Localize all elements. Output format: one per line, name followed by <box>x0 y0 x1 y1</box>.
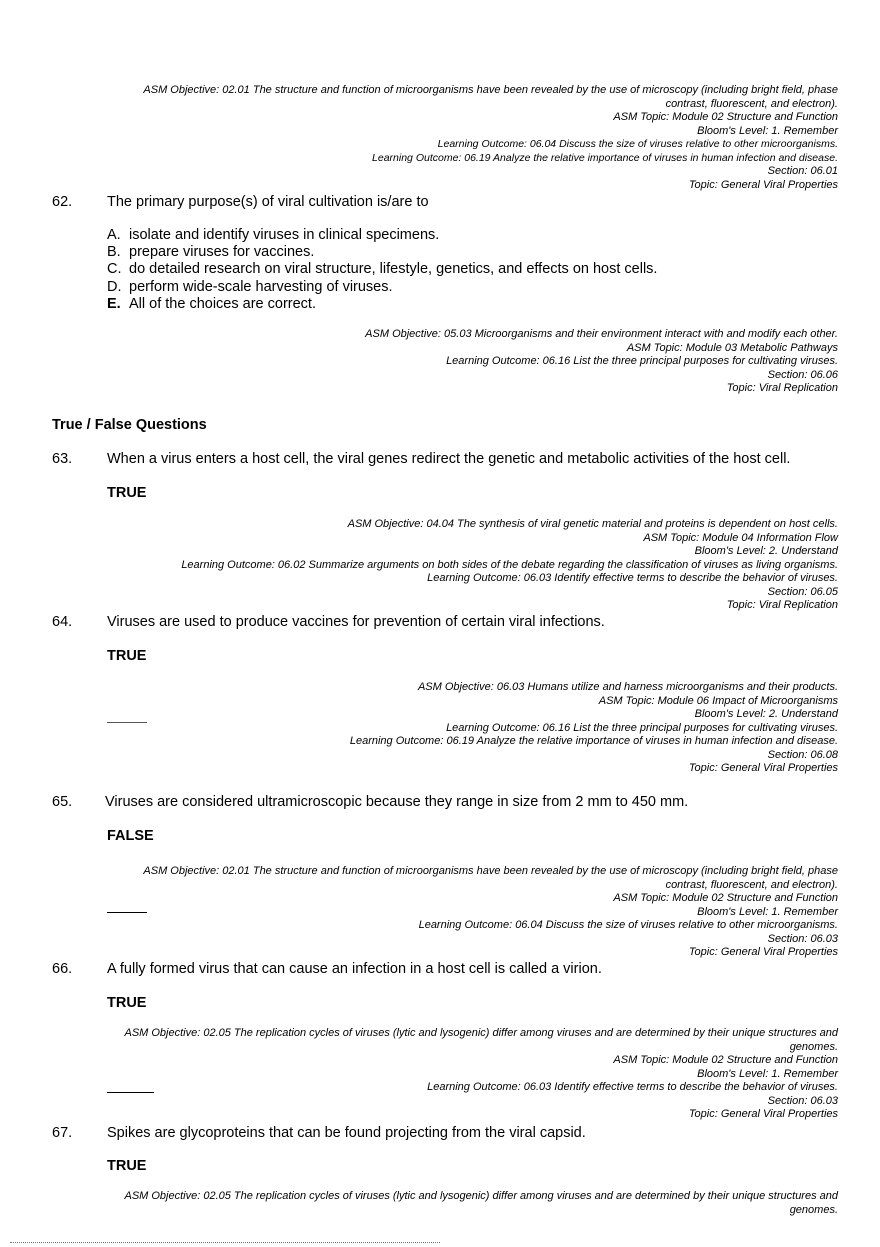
question-66-metadata <box>124 1027 838 1122</box>
metadata-line: ASM Topic: Module 03 Metabolic Pathways <box>626 341 838 354</box>
metadata-line: Learning Outcome: 06.19 Analyze the relative importance of viruses in human infection and disease. <box>349 735 838 747</box>
metadata-line: ASM Objective: 02.01 The structure and function of microorganisms have been revealed by the use of microscopy (including bright field, phase <box>143 865 838 877</box>
question-number: 62. <box>52 194 73 210</box>
answer-options <box>107 227 657 313</box>
footer-divider <box>10 1242 440 1243</box>
option-a: A. isolate and identify viruses in clinical specimens. <box>107 227 440 243</box>
metadata-line: ASM Topic: Module 02 Structure and Function <box>613 1054 838 1066</box>
metadata-line: contrast, fluorescent, and electron). <box>665 878 838 891</box>
question-64-metadata <box>350 681 838 776</box>
metadata-line: Learning Outcome: 06.03 Identify effective terms to describe the behavior of viruses. <box>427 572 838 584</box>
question-number: 67. <box>52 1125 73 1141</box>
question-number: 64. <box>52 614 73 630</box>
metadata-line: ASM Objective: 06.03 Humans utilize and harness microorganisms and their products. <box>417 681 838 693</box>
metadata-line: ASM Objective: 02.05 The replication cycles of viruses (lytic and lysogenic) differ among viruses and are determined by their unique structures and <box>124 1190 838 1202</box>
metadata-line: Topic: General Viral Properties <box>688 762 838 774</box>
metadata-line: genomes. <box>789 1040 838 1053</box>
answer-true: TRUE <box>107 1158 147 1174</box>
metadata-line: Learning Outcome: 06.04 Discuss the size of viruses relative to other microorganisms. <box>437 138 838 150</box>
metadata-line: Learning Outcome: 06.04 Discuss the size of viruses relative to other microorganisms. <box>418 919 838 931</box>
answer-true: TRUE <box>107 995 147 1011</box>
metadata-line: Learning Outcome: 06.19 Analyze the relative importance of viruses in human infection and disease. <box>372 151 838 164</box>
metadata-line: Bloom's Level: 1. Remember <box>697 1067 838 1080</box>
question-67-metadata <box>124 1190 838 1217</box>
metadata-line: Topic: Viral Replication <box>726 599 838 611</box>
answer-true: TRUE <box>107 648 147 664</box>
option-e-correct: E. All of the choices are correct. <box>107 295 316 312</box>
blank-line <box>107 912 147 913</box>
metadata-line: ASM Topic: Module 06 Impact of Microorganisms <box>598 694 838 707</box>
metadata-line: Section: 06.06 <box>767 368 838 381</box>
metadata-line: Bloom's Level: 2. Understand <box>694 708 838 720</box>
question-text: Viruses are considered ultramicroscopic because they range in size from 2 mm to 450 mm. <box>105 794 689 810</box>
answer-false: FALSE <box>107 828 154 844</box>
metadata-line: ASM Objective: 05.03 Microorganisms and their environment interact with and modify each other. <box>365 328 838 340</box>
section-heading: True / False Questions <box>52 417 207 433</box>
metadata-line: ASM Topic: Module 02 Structure and Function <box>613 892 838 904</box>
metadata-line: ASM Objective: 02.05 The replication cycles of viruses (lytic and lysogenic) differ among viruses and are determined by their unique structures and <box>124 1027 838 1039</box>
blank-line <box>107 722 147 723</box>
metadata-line: Learning Outcome: 06.02 Summarize arguments on both sides of the debate regarding the classification of viruses as living organisms. <box>181 558 838 571</box>
question-text: Spikes are glycoproteins that can be found projecting from the viral capsid. <box>107 1125 586 1141</box>
metadata-line: Section: 06.03 <box>767 1094 838 1107</box>
option-b: B. prepare viruses for vaccines. <box>107 244 315 261</box>
metadata-line: ASM Objective: 02.01 The structure and function of microorganisms have been revealed by the use of microscopy (including bright field, phase <box>143 84 838 96</box>
metadata-line: Learning Outcome: 06.16 List the three principal purposes for cultivating viruses. <box>446 721 838 734</box>
question-61-metadata <box>143 84 838 192</box>
metadata-line: Bloom's Level: 1. Remember <box>697 124 838 137</box>
question-number: 66. <box>52 961 73 977</box>
metadata-line: Section: 06.05 <box>767 585 838 598</box>
question-text: When a virus enters a host cell, the viral genes redirect the genetic and metabolic activities of the host cell. <box>107 451 791 467</box>
metadata-line: Bloom's Level: 2. Understand <box>694 545 838 557</box>
metadata-line: Learning Outcome: 06.03 Identify effective terms to describe the behavior of viruses. <box>427 1081 838 1093</box>
question-text: A fully formed virus that can cause an infection in a host cell is called a virion. <box>107 961 602 977</box>
question-text: Viruses are used to produce vaccines for prevention of certain viral infections. <box>107 614 605 630</box>
question-65-metadata <box>143 865 838 960</box>
option-c: C. do detailed research on viral structure, lifestyle, genetics, and effects on host cells. <box>107 261 658 278</box>
metadata-line: Bloom's Level: 1. Remember <box>697 905 838 918</box>
metadata-line: genomes. <box>789 1203 838 1216</box>
metadata-line: Learning Outcome: 06.16 List the three principal purposes for cultivating viruses. <box>446 355 838 367</box>
metadata-line: ASM Objective: 04.04 The synthesis of viral genetic material and proteins is dependent on host cells. <box>347 518 838 530</box>
metadata-line: ASM Topic: Module 04 Information Flow <box>643 531 838 544</box>
question-text: The primary purpose(s) of viral cultivation is/are to <box>107 194 429 210</box>
metadata-line: Topic: Viral Replication <box>726 382 838 394</box>
question-62-metadata <box>365 328 838 396</box>
question-63-metadata <box>181 518 838 613</box>
question-number: 65. <box>52 794 73 810</box>
metadata-line: Topic: General Viral Properties <box>688 946 838 958</box>
metadata-line: ASM Topic: Module 02 Structure and Function <box>613 111 838 123</box>
option-d: D. perform wide-scale harvesting of viruses. <box>107 278 393 295</box>
metadata-line: Section: 06.03 <box>767 932 838 945</box>
metadata-line: Section: 06.01 <box>767 165 838 177</box>
metadata-line: contrast, fluorescent, and electron). <box>665 97 838 110</box>
metadata-line: Section: 06.08 <box>767 748 838 761</box>
metadata-line: Topic: General Viral Properties <box>688 178 838 191</box>
question-number: 63. <box>52 451 73 467</box>
answer-true: TRUE <box>107 485 147 501</box>
metadata-line: Topic: General Viral Properties <box>688 1108 838 1120</box>
